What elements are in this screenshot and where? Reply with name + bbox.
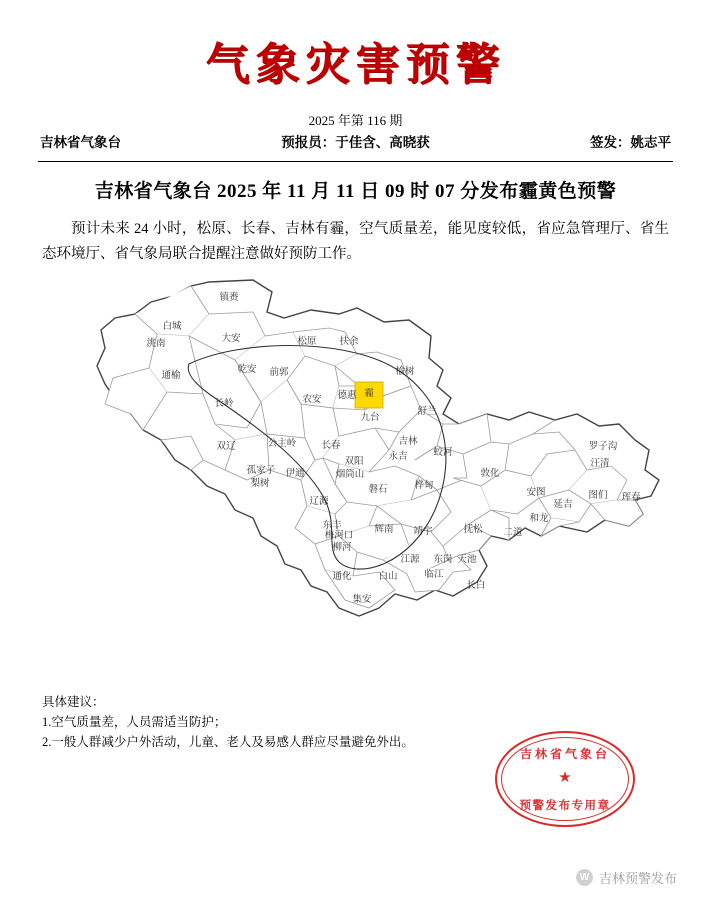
document-page xyxy=(0,28,711,899)
map-label: 公主岭 xyxy=(267,437,296,449)
map-label: 榆树 xyxy=(394,365,415,377)
map-label: 梨树 xyxy=(249,477,270,489)
map-label: 桦甸 xyxy=(413,479,434,491)
map-label: 磐石 xyxy=(367,483,388,495)
map-label: 江源 xyxy=(399,553,420,565)
map-label: 汪清 xyxy=(589,457,610,469)
map-label: 扶余 xyxy=(338,335,359,347)
map-label: 双阳 xyxy=(343,455,364,467)
map-label: 松原 xyxy=(296,335,317,347)
map-label: 安图 xyxy=(525,486,546,498)
forecaster: 预报员：于佳含、高晓获 xyxy=(281,135,430,150)
map-label: 天池 xyxy=(456,553,477,565)
map-label: 东丰 xyxy=(321,519,342,531)
map-svg xyxy=(39,274,673,674)
map-label: 吉林 xyxy=(397,435,418,447)
issuing-office: 吉林省气象台 xyxy=(40,135,121,150)
watermark-text: 吉林预警发布 xyxy=(598,871,677,886)
map-label: 和龙 xyxy=(528,512,549,524)
map-label: 白城 xyxy=(161,320,182,332)
map-label: 乾安 xyxy=(236,363,257,375)
map-label: 延吉 xyxy=(552,498,573,510)
map-label: 珲春 xyxy=(620,491,641,503)
map-label: 舒兰 xyxy=(416,405,437,417)
advice-title: 具体建议： xyxy=(42,694,105,709)
map-label: 大安 xyxy=(220,332,241,344)
map-label: 临江 xyxy=(423,568,444,580)
map-label: 二道 xyxy=(502,526,523,538)
alert-body: 预计未来 24 小时，松原、长春、吉林有霾，空气质量差，能见度较低，省应急管理厅、省生态环境厅、省气象局联合提醒注意做好预防工作。 xyxy=(42,221,669,263)
map-label: 蛟河 xyxy=(432,446,453,458)
map-label: 洮南 xyxy=(145,337,166,349)
alert-headline: 吉林省气象台 2025 年 11 月 11 日 09 时 07 分发布霾黄色预警 xyxy=(94,181,617,202)
advice-item-2: 2.一般人群减少户外活动，儿童、老人及易感人群应尽量避免外出。 xyxy=(42,734,414,749)
county-boundaries xyxy=(105,286,643,608)
official-seal xyxy=(495,731,635,827)
star-icon: ★ xyxy=(558,770,572,786)
map-label: 镇赉 xyxy=(218,291,239,303)
map-label: 靖宇 xyxy=(412,525,433,537)
map-label: 烟筒山 xyxy=(335,468,364,480)
map-label: 农安 xyxy=(301,393,322,405)
map-label: 长岭 xyxy=(213,397,234,409)
map-label: 辽源 xyxy=(308,495,329,507)
map-label: 九台 xyxy=(359,411,380,423)
map-label: 通榆 xyxy=(160,369,181,381)
map-label: 集安 xyxy=(351,593,372,605)
advice-item-1: 1.空气质量差，人员需适当防护； xyxy=(42,714,227,729)
map-label: 罗子沟 xyxy=(588,440,617,452)
signer: 签发：姚志平 xyxy=(590,135,671,150)
weibo-icon: W xyxy=(576,869,593,886)
page-title: 气象灾害预警 xyxy=(205,40,506,89)
map-label: 柳河 xyxy=(331,541,352,553)
header-divider xyxy=(38,161,673,162)
alert-marker-label: 霾 xyxy=(363,387,374,399)
map-label: 永吉 xyxy=(387,450,408,462)
map-label: 长白 xyxy=(465,579,486,591)
seal-bottom-text: 预警发布专用章 xyxy=(519,800,611,812)
map-label: 梅河口 xyxy=(324,529,353,541)
map-label: 伊通 xyxy=(284,467,305,479)
issue-number: 2025 年第 116 期 xyxy=(308,113,403,128)
map-label: 图们 xyxy=(587,489,608,501)
map-label: 前郭 xyxy=(268,366,289,378)
map-label: 双辽 xyxy=(215,440,236,452)
map-label: 敦化 xyxy=(479,467,500,479)
meta-row xyxy=(38,131,673,159)
seal-top-text: 吉林省气象台 xyxy=(519,747,610,761)
map-label: 辉南 xyxy=(373,523,394,535)
map-label: 长春 xyxy=(320,439,341,451)
map-label: 德惠 xyxy=(336,389,357,401)
map-label: 东岗 xyxy=(432,553,453,565)
map-label: 通化 xyxy=(331,570,352,582)
map-label: 白山 xyxy=(377,570,398,582)
map-label: 孤家子 xyxy=(246,464,275,476)
map-label: 抚松 xyxy=(462,523,483,535)
jilin-province-map xyxy=(38,274,673,674)
